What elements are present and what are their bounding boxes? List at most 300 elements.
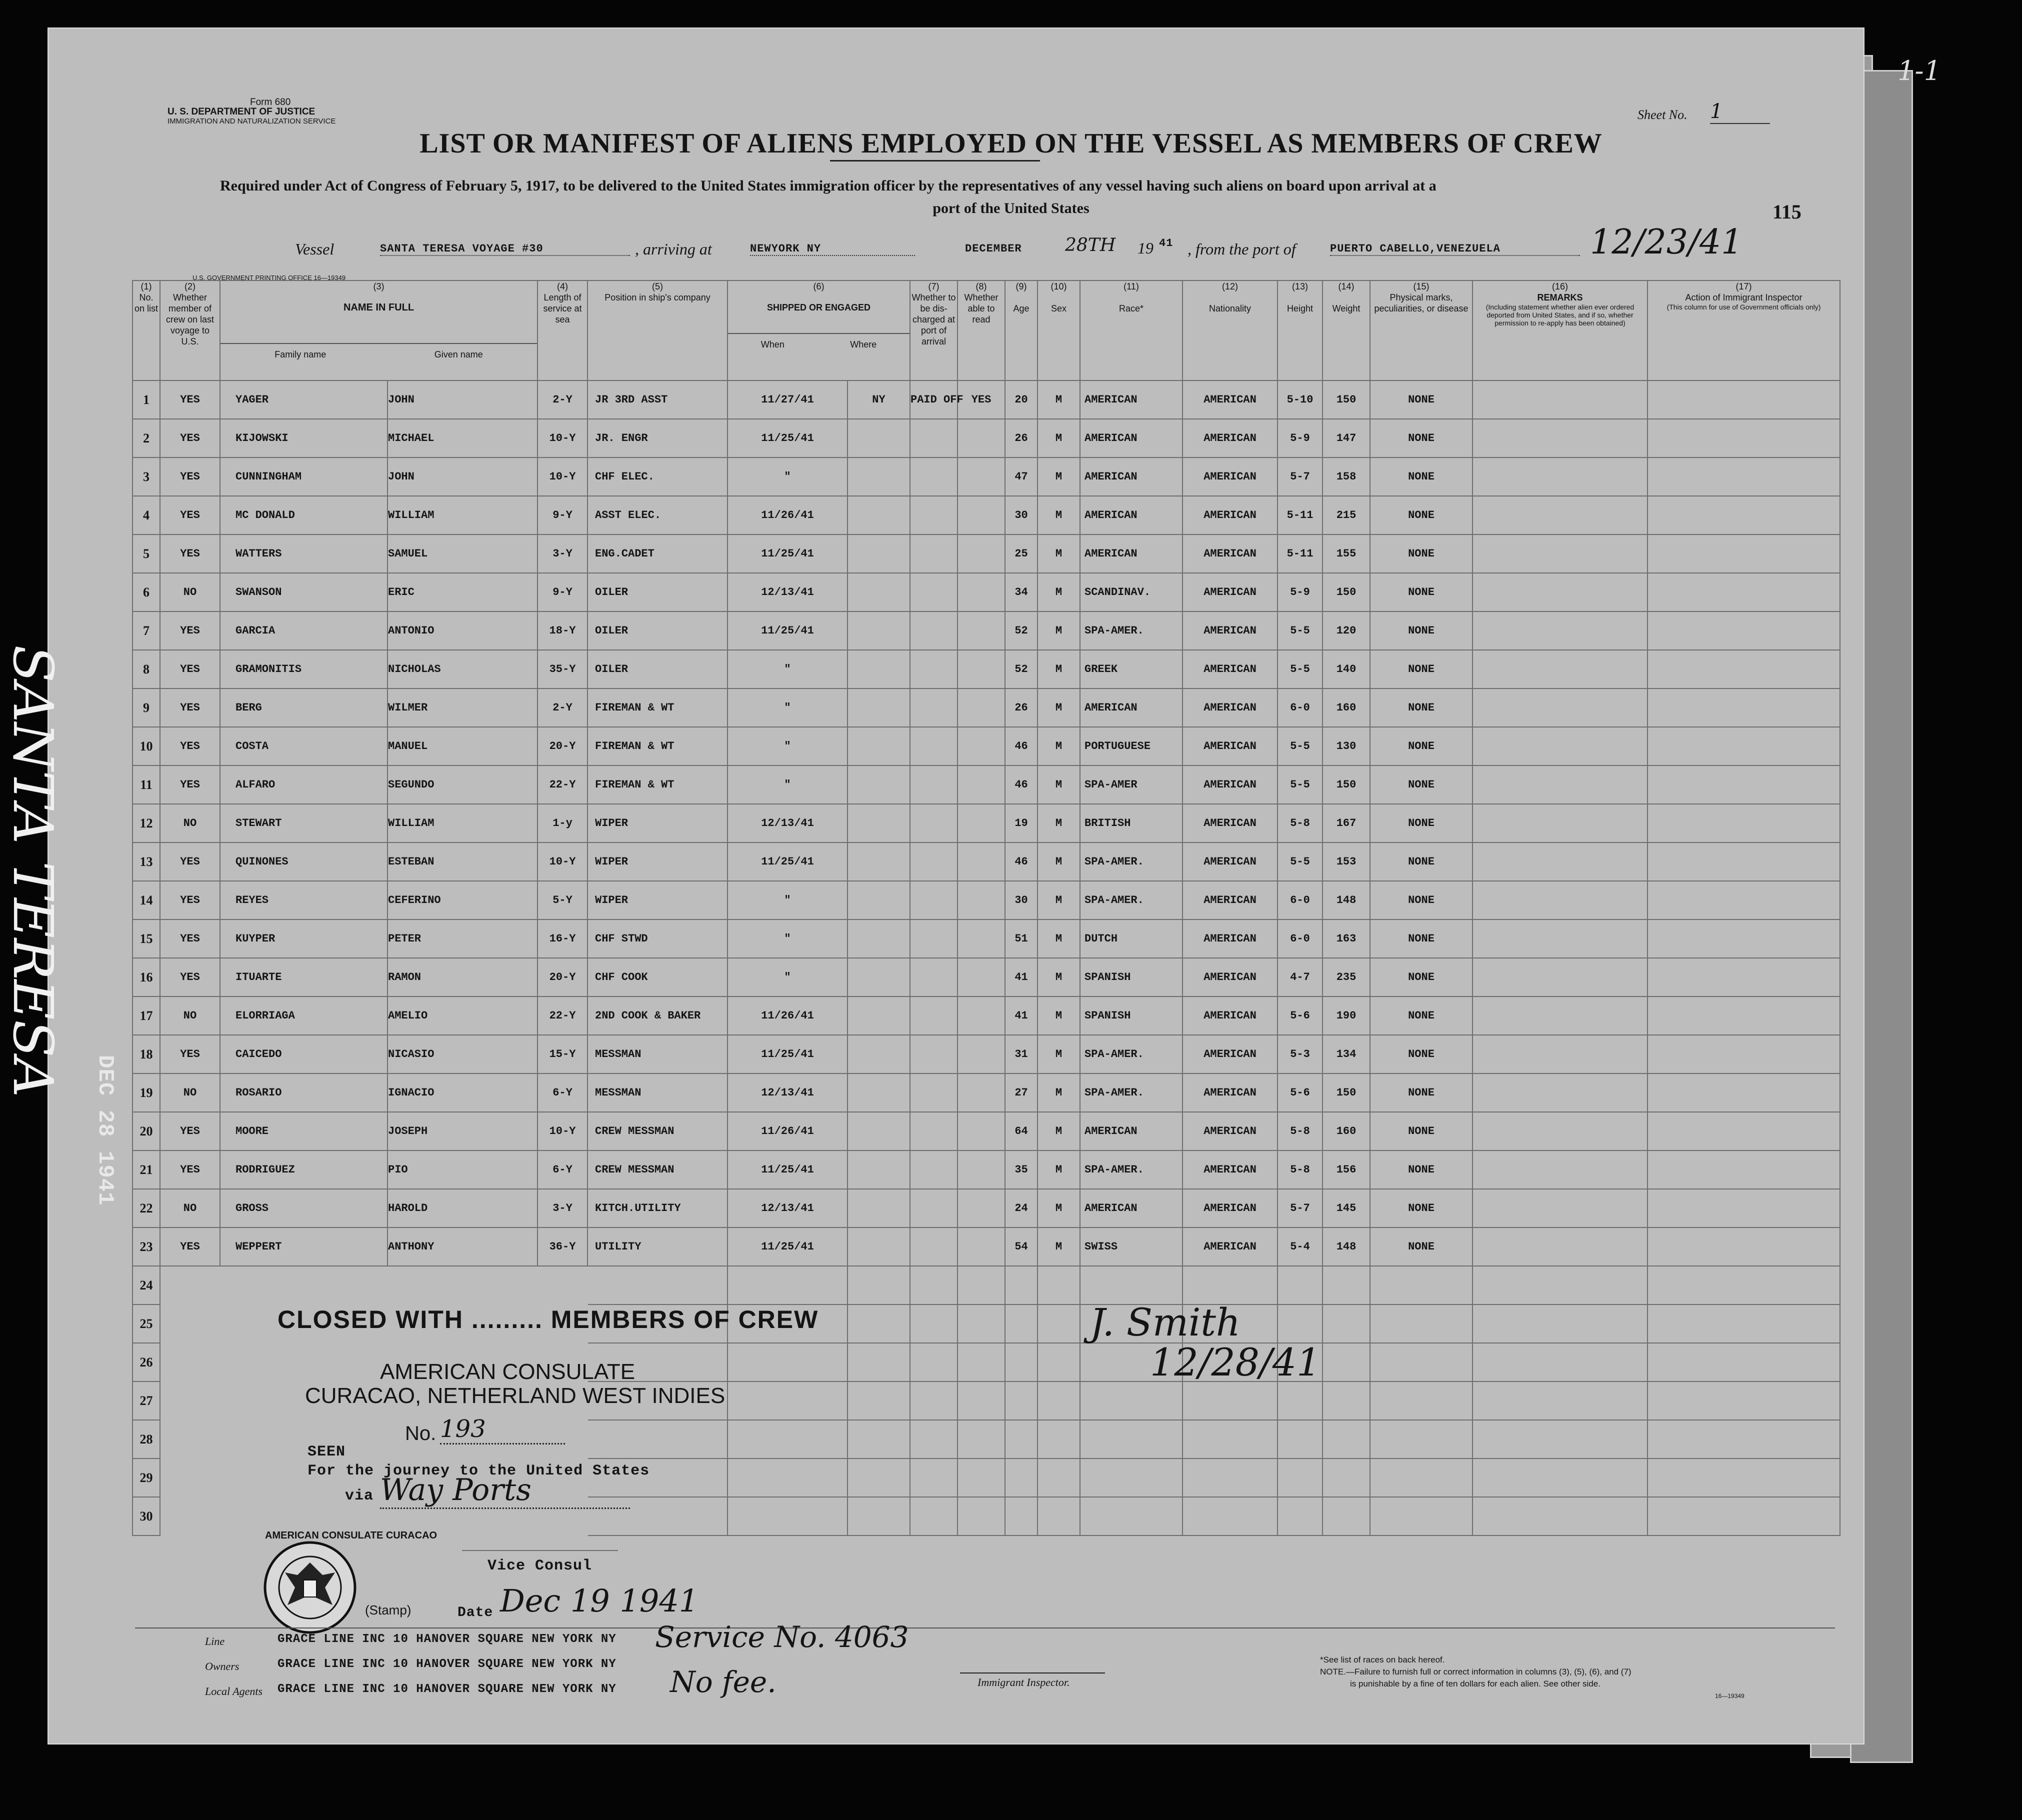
- nationality-cell: AMERICAN: [1182, 1112, 1278, 1150]
- height-cell: 6-0: [1278, 920, 1322, 958]
- nationality-cell: AMERICAN: [1182, 1150, 1278, 1189]
- col-header-shipped: (6) SHIPPED OR ENGAGED When Where: [728, 280, 910, 380]
- row-number-cell: 1: [132, 380, 160, 419]
- height-cell: 5-11: [1278, 534, 1322, 573]
- physical-marks-cell: NONE: [1370, 419, 1472, 458]
- sex-cell: M: [1038, 766, 1080, 804]
- physical-marks-cell: NONE: [1370, 650, 1472, 688]
- manifest-subtitle: Required under Act of Congress of February 5, 1917, to be delivered to the United States immigration officer by the representatives of any vessel having such aliens on board upon arrival at a: [220, 178, 1436, 194]
- row-number-cell: 20: [132, 1112, 160, 1150]
- empty-cell: [1080, 1382, 1182, 1420]
- table-row: [132, 1228, 1840, 1266]
- remarks-cell: [1472, 650, 1648, 688]
- length-of-service-cell: 6-Y: [538, 1150, 588, 1189]
- from-port-label: , from the port of: [1188, 240, 1296, 258]
- empty-cell: [1370, 1266, 1472, 1304]
- last-voyage-cell: NO: [160, 573, 220, 612]
- empty-cell: [1472, 1382, 1648, 1420]
- family-name-cell: COSTA: [220, 727, 388, 766]
- height-cell: 5-6: [1278, 1074, 1322, 1112]
- row-number-cell: 22: [132, 1189, 160, 1228]
- col-header-read: (8) Whether able to read: [958, 280, 1005, 380]
- empty-cell: [1080, 1497, 1182, 1536]
- empty-cell: [1005, 1458, 1038, 1497]
- remarks-cell: [1472, 727, 1648, 766]
- length-of-service-cell: 20-Y: [538, 727, 588, 766]
- length-of-service-cell: 35-Y: [538, 650, 588, 688]
- table-row: [132, 1035, 1840, 1074]
- closed-with-stamp: CLOSED WITH ......... MEMBERS OF CREW: [278, 1306, 819, 1334]
- nationality-cell: AMERICAN: [1182, 920, 1278, 958]
- shipped-when-cell: 12/13/41: [728, 804, 848, 842]
- physical-marks-cell: NONE: [1370, 842, 1472, 881]
- position-cell: OILER: [588, 650, 728, 688]
- given-name-cell: MANUEL: [388, 727, 538, 766]
- nationality-cell: AMERICAN: [1182, 650, 1278, 688]
- length-of-service-cell: 10-Y: [538, 842, 588, 881]
- table-row: [132, 766, 1840, 804]
- age-cell: 27: [1005, 1074, 1038, 1112]
- inspector-action-cell: [1648, 380, 1840, 419]
- able-to-read-cell: [958, 1112, 1005, 1150]
- empty-cell: [1322, 1458, 1370, 1497]
- family-name-cell: CUNNINGHAM: [220, 458, 388, 496]
- races-note: *See list of races on back hereof.: [1320, 1655, 1445, 1664]
- height-cell: 5-9: [1278, 573, 1322, 612]
- inspector-action-cell: [1648, 1228, 1840, 1266]
- sheet-number-value: 1: [1710, 100, 1770, 124]
- shipped-when-cell: ": [728, 727, 848, 766]
- empty-cell: [728, 1458, 848, 1497]
- immigrant-inspector-line: [960, 1672, 1105, 1674]
- empty-cell: [1005, 1304, 1038, 1343]
- empty-cell: [958, 1420, 1005, 1458]
- physical-marks-cell: NONE: [1370, 1228, 1472, 1266]
- given-name-cell: PIO: [388, 1150, 538, 1189]
- consulate-no-label: No.: [405, 1422, 436, 1444]
- shipped-where-cell: [848, 496, 910, 534]
- arriving-label: , arriving at: [635, 240, 712, 258]
- table-row: [132, 920, 1840, 958]
- empty-cell: [1648, 1266, 1840, 1304]
- nationality-cell: AMERICAN: [1182, 419, 1278, 458]
- race-cell: AMERICAN: [1080, 1189, 1182, 1228]
- length-of-service-cell: 9-Y: [538, 496, 588, 534]
- position-cell: ASST ELEC.: [588, 496, 728, 534]
- family-name-cell: KUYPER: [220, 920, 388, 958]
- discharged-cell: [910, 920, 958, 958]
- family-name-cell: REYES: [220, 881, 388, 920]
- row-number-cell: 8: [132, 650, 160, 688]
- given-name-cell: HAROLD: [388, 1189, 538, 1228]
- fine-note-1: NOTE.—Failure to furnish full or correct information in columns (3), (5), (6), and (7): [1320, 1667, 1632, 1676]
- able-to-read-cell: [958, 1035, 1005, 1074]
- arrival-port: NEWYORK NY: [750, 242, 915, 256]
- length-of-service-cell: 20-Y: [538, 958, 588, 996]
- race-cell: GREEK: [1080, 650, 1182, 688]
- weight-cell: 148: [1322, 1228, 1370, 1266]
- family-name-cell: GROSS: [220, 1189, 388, 1228]
- table-row: [132, 419, 1840, 458]
- vice-consul-label: Vice Consul: [488, 1558, 592, 1574]
- empty-cell: [388, 1266, 538, 1304]
- inspector-action-cell: [1648, 727, 1840, 766]
- family-name-cell: ELORRIAGA: [220, 996, 388, 1035]
- empty-cell: [728, 1420, 848, 1458]
- empty-cell: [1472, 1343, 1648, 1382]
- weight-cell: 145: [1322, 1189, 1370, 1228]
- empty-cell: [1080, 1458, 1182, 1497]
- empty-cell: [958, 1458, 1005, 1497]
- immigrant-inspector-label: Immigrant Inspector.: [978, 1676, 1070, 1688]
- race-cell: SWISS: [1080, 1228, 1182, 1266]
- inspector-action-cell: [1648, 1189, 1840, 1228]
- empty-cell: [1648, 1420, 1840, 1458]
- shipped-where-cell: [848, 573, 910, 612]
- remarks-cell: [1472, 612, 1648, 650]
- last-voyage-cell: YES: [160, 1112, 220, 1150]
- height-cell: 5-8: [1278, 1150, 1322, 1189]
- age-cell: 41: [1005, 958, 1038, 996]
- nationality-cell: AMERICAN: [1182, 1074, 1278, 1112]
- shipped-when-cell: ": [728, 920, 848, 958]
- able-to-read-cell: [958, 804, 1005, 842]
- inspector-action-cell: [1648, 650, 1840, 688]
- empty-cell: [848, 1497, 910, 1536]
- remarks-cell: [1472, 1112, 1648, 1150]
- race-cell: PORTUGUESE: [1080, 727, 1182, 766]
- position-cell: ENG.CADET: [588, 534, 728, 573]
- empty-cell: [728, 1382, 848, 1420]
- able-to-read-cell: [958, 920, 1005, 958]
- physical-marks-cell: NONE: [1370, 996, 1472, 1035]
- empty-cell: [910, 1343, 958, 1382]
- given-name-cell: ANTONIO: [388, 612, 538, 650]
- family-name-cell: ROSARIO: [220, 1074, 388, 1112]
- empty-cell: [910, 1420, 958, 1458]
- shipped-where-cell: [848, 612, 910, 650]
- remarks-cell: [1472, 419, 1648, 458]
- via-label: via: [345, 1488, 374, 1504]
- row-number-cell: 11: [132, 766, 160, 804]
- empty-cell: [910, 1458, 958, 1497]
- length-of-service-cell: 18-Y: [538, 612, 588, 650]
- discharged-cell: [910, 1228, 958, 1266]
- sex-cell: M: [1038, 842, 1080, 881]
- race-cell: SPA-AMER.: [1080, 881, 1182, 920]
- owners-label: Owners: [205, 1660, 240, 1672]
- empty-cell: [1182, 1458, 1278, 1497]
- column-header-row: [132, 280, 1840, 380]
- discharged-cell: PAID OFF: [910, 380, 958, 419]
- race-cell: AMERICAN: [1080, 496, 1182, 534]
- empty-cell: [1038, 1343, 1080, 1382]
- length-of-service-cell: 22-Y: [538, 766, 588, 804]
- race-cell: SCANDINAV.: [1080, 573, 1182, 612]
- table-row: [132, 380, 1840, 419]
- race-cell: AMERICAN: [1080, 688, 1182, 727]
- age-cell: 35: [1005, 1150, 1038, 1189]
- empty-cell: [160, 1266, 220, 1304]
- shipped-where-cell: NY: [848, 380, 910, 419]
- empty-cell: [1472, 1420, 1648, 1458]
- empty-cell: [160, 1343, 220, 1382]
- weight-cell: 134: [1322, 1035, 1370, 1074]
- given-name-cell: JOHN: [388, 380, 538, 419]
- shipped-when-cell: ": [728, 766, 848, 804]
- given-name-cell: IGNACIO: [388, 1074, 538, 1112]
- col-header-action: (17) Action of Immigrant Inspector (This column for use of Government officials only): [1648, 280, 1840, 380]
- height-cell: 5-5: [1278, 727, 1322, 766]
- row-number-cell: 16: [132, 958, 160, 996]
- race-cell: AMERICAN: [1080, 1112, 1182, 1150]
- empty-cell: [728, 1266, 848, 1304]
- discharged-cell: [910, 496, 958, 534]
- table-row: [132, 1150, 1840, 1189]
- empty-cell: [1322, 1266, 1370, 1304]
- empty-cell: [1322, 1497, 1370, 1536]
- weight-cell: 130: [1322, 727, 1370, 766]
- last-voyage-cell: YES: [160, 380, 220, 419]
- row-number-cell: 29: [132, 1458, 160, 1497]
- nationality-cell: AMERICAN: [1182, 573, 1278, 612]
- sex-cell: M: [1038, 1035, 1080, 1074]
- physical-marks-cell: NONE: [1370, 766, 1472, 804]
- height-cell: 5-5: [1278, 650, 1322, 688]
- position-cell: JR. ENGR: [588, 419, 728, 458]
- family-name-cell: SWANSON: [220, 573, 388, 612]
- consulate-seal-icon: [262, 1540, 358, 1635]
- form-header: [168, 98, 336, 126]
- row-number-cell: 2: [132, 419, 160, 458]
- able-to-read-cell: [958, 419, 1005, 458]
- table-row: [132, 804, 1840, 842]
- empty-cell: [160, 1382, 220, 1420]
- position-cell: MESSMAN: [588, 1035, 728, 1074]
- shipped-when-cell: ": [728, 958, 848, 996]
- family-name-cell: ITUARTE: [220, 958, 388, 996]
- family-name-header: Family name: [274, 350, 326, 360]
- position-cell: UTILITY: [588, 1228, 728, 1266]
- table-row: [132, 996, 1840, 1035]
- length-of-service-cell: 3-Y: [538, 1189, 588, 1228]
- empty-cell: [1472, 1304, 1648, 1343]
- table-row: [132, 496, 1840, 534]
- remarks-cell: [1472, 920, 1648, 958]
- able-to-read-cell: [958, 534, 1005, 573]
- signature-date: 12/28/41: [1150, 1340, 1321, 1384]
- empty-cell: [1472, 1497, 1648, 1536]
- empty-cell: [1278, 1497, 1322, 1536]
- via-value: Way Ports: [380, 1472, 630, 1509]
- sex-cell: M: [1038, 496, 1080, 534]
- consulate-date-label: Date: [458, 1605, 494, 1620]
- empty-cell: [1648, 1343, 1840, 1382]
- table-row: [132, 1189, 1840, 1228]
- discharged-cell: [910, 958, 958, 996]
- empty-cell: [1278, 1458, 1322, 1497]
- family-name-cell: YAGER: [220, 380, 388, 419]
- sex-cell: M: [1038, 804, 1080, 842]
- age-cell: 46: [1005, 766, 1038, 804]
- shipped-where-cell: [848, 766, 910, 804]
- empty-cell: [1038, 1497, 1080, 1536]
- shipped-when-cell: ": [728, 881, 848, 920]
- handwritten-date: 12/23/41: [1590, 222, 1743, 262]
- shipped-when-cell: 11/25/41: [728, 1035, 848, 1074]
- table-row: [132, 881, 1840, 920]
- empty-cell: [588, 1266, 728, 1304]
- age-cell: 52: [1005, 612, 1038, 650]
- given-name-cell: RAMON: [388, 958, 538, 996]
- shipped-when-cell: 11/25/41: [728, 612, 848, 650]
- table-row: [132, 727, 1840, 766]
- line-label: Line: [205, 1635, 225, 1648]
- col-header-service: (4) Length of service at sea: [538, 280, 588, 380]
- empty-cell: [1370, 1420, 1472, 1458]
- empty-cell: [728, 1343, 848, 1382]
- last-voyage-cell: NO: [160, 996, 220, 1035]
- when-header: When: [760, 340, 784, 350]
- able-to-read-cell: [958, 573, 1005, 612]
- age-cell: 47: [1005, 458, 1038, 496]
- last-voyage-cell: YES: [160, 1150, 220, 1189]
- given-name-cell: WILLIAM: [388, 496, 538, 534]
- last-voyage-cell: YES: [160, 1035, 220, 1074]
- last-voyage-cell: YES: [160, 534, 220, 573]
- weight-cell: 190: [1322, 996, 1370, 1035]
- sex-cell: M: [1038, 1074, 1080, 1112]
- col-header-weight: (14) Weight: [1322, 280, 1370, 380]
- nationality-cell: AMERICAN: [1182, 380, 1278, 419]
- shipped-where-cell: [848, 1035, 910, 1074]
- last-voyage-cell: YES: [160, 842, 220, 881]
- nationality-cell: AMERICAN: [1182, 1035, 1278, 1074]
- row-number-cell: 12: [132, 804, 160, 842]
- physical-marks-cell: NONE: [1370, 1074, 1472, 1112]
- length-of-service-cell: 16-Y: [538, 920, 588, 958]
- given-name-cell: JOHN: [388, 458, 538, 496]
- col-header-position: (5) Position in ship's company: [588, 280, 728, 380]
- owners-value: GRACE LINE INC 10 HANOVER SQUARE NEW YORK NY: [278, 1658, 616, 1671]
- empty-cell: [1322, 1382, 1370, 1420]
- weight-cell: 235: [1322, 958, 1370, 996]
- nationality-cell: AMERICAN: [1182, 727, 1278, 766]
- position-cell: OILER: [588, 612, 728, 650]
- remarks-cell: [1472, 958, 1648, 996]
- position-cell: JR 3RD ASST: [588, 380, 728, 419]
- empty-cell: [1278, 1304, 1322, 1343]
- shipped-when-cell: 11/25/41: [728, 534, 848, 573]
- able-to-read-cell: [958, 496, 1005, 534]
- remarks-cell: [1472, 1074, 1648, 1112]
- inspector-action-cell: [1648, 842, 1840, 881]
- weight-cell: 156: [1322, 1150, 1370, 1189]
- empty-cell: [1182, 1266, 1278, 1304]
- service-note: Service No. 4063: [655, 1620, 909, 1654]
- weight-cell: 150: [1322, 1074, 1370, 1112]
- empty-cell: [958, 1382, 1005, 1420]
- empty-cell: [1182, 1420, 1278, 1458]
- physical-marks-cell: NONE: [1370, 1189, 1472, 1228]
- nationality-cell: AMERICAN: [1182, 996, 1278, 1035]
- physical-marks-cell: NONE: [1370, 804, 1472, 842]
- family-name-cell: MC DONALD: [220, 496, 388, 534]
- empty-cell: [1370, 1382, 1472, 1420]
- length-of-service-cell: 1-y: [538, 804, 588, 842]
- stamp-number: 115: [1772, 200, 1802, 223]
- shipped-where-cell: [848, 1189, 910, 1228]
- discharged-cell: [910, 458, 958, 496]
- weight-cell: 120: [1322, 612, 1370, 650]
- table-row: [132, 650, 1840, 688]
- shipped-where-cell: [848, 842, 910, 881]
- inspector-action-cell: [1648, 804, 1840, 842]
- shipped-when-cell: 11/27/41: [728, 380, 848, 419]
- race-cell: SPANISH: [1080, 996, 1182, 1035]
- table-row: [132, 1112, 1840, 1150]
- form-number: Form 680: [250, 97, 291, 108]
- empty-cell: [910, 1304, 958, 1343]
- discharged-cell: [910, 534, 958, 573]
- shipped-when-cell: 12/13/41: [728, 1074, 848, 1112]
- empty-cell: [220, 1266, 388, 1304]
- length-of-service-cell: 10-Y: [538, 419, 588, 458]
- race-cell: SPA-AMER.: [1080, 842, 1182, 881]
- col-header-remarks: (16) REMARKS (Including statement whether alien ever ordered deported from United States, and if so, whether permission to re-apply has been obtained): [1472, 280, 1648, 380]
- discharged-cell: [910, 1035, 958, 1074]
- printing-office: U.S. GOVERNMENT PRINTING OFFICE 16—19349: [192, 274, 346, 282]
- empty-cell: [848, 1382, 910, 1420]
- inspector-action-cell: [1648, 766, 1840, 804]
- empty-cell: [1648, 1382, 1840, 1420]
- position-cell: WIPER: [588, 804, 728, 842]
- table-row: [132, 1074, 1840, 1112]
- seal-text: AMERICAN CONSULATE CURACAO: [265, 1530, 438, 1541]
- sex-cell: M: [1038, 996, 1080, 1035]
- empty-cell: [1648, 1497, 1840, 1536]
- remarks-cell: [1472, 534, 1648, 573]
- table-row: [132, 688, 1840, 727]
- inspector-action-cell: [1648, 1150, 1840, 1189]
- age-cell: 19: [1005, 804, 1038, 842]
- nationality-cell: AMERICAN: [1182, 842, 1278, 881]
- col-header-nationality: (12) Nationality: [1182, 280, 1278, 380]
- shipped-when-cell: 12/13/41: [728, 1189, 848, 1228]
- given-name-cell: ANTHONY: [388, 1228, 538, 1266]
- given-name-cell: AMELIO: [388, 996, 538, 1035]
- empty-cell: [958, 1497, 1005, 1536]
- family-name-cell: QUINONES: [220, 842, 388, 881]
- shipped-where-cell: [848, 650, 910, 688]
- form-code: 16—19349: [1715, 1692, 1744, 1700]
- able-to-read-cell: [958, 958, 1005, 996]
- last-voyage-cell: YES: [160, 612, 220, 650]
- empty-cell: [1005, 1266, 1038, 1304]
- nationality-cell: AMERICAN: [1182, 688, 1278, 727]
- position-cell: MESSMAN: [588, 1074, 728, 1112]
- given-name-cell: SAMUEL: [388, 534, 538, 573]
- sex-cell: M: [1038, 650, 1080, 688]
- position-cell: FIREMAN & WT: [588, 766, 728, 804]
- shipped-when-cell: 11/25/41: [728, 1228, 848, 1266]
- weight-cell: 148: [1322, 881, 1370, 920]
- height-cell: 5-8: [1278, 804, 1322, 842]
- inspector-signature: J. Smith: [1090, 1300, 1240, 1344]
- last-voyage-cell: YES: [160, 1228, 220, 1266]
- last-voyage-cell: YES: [160, 727, 220, 766]
- weight-cell: 150: [1322, 766, 1370, 804]
